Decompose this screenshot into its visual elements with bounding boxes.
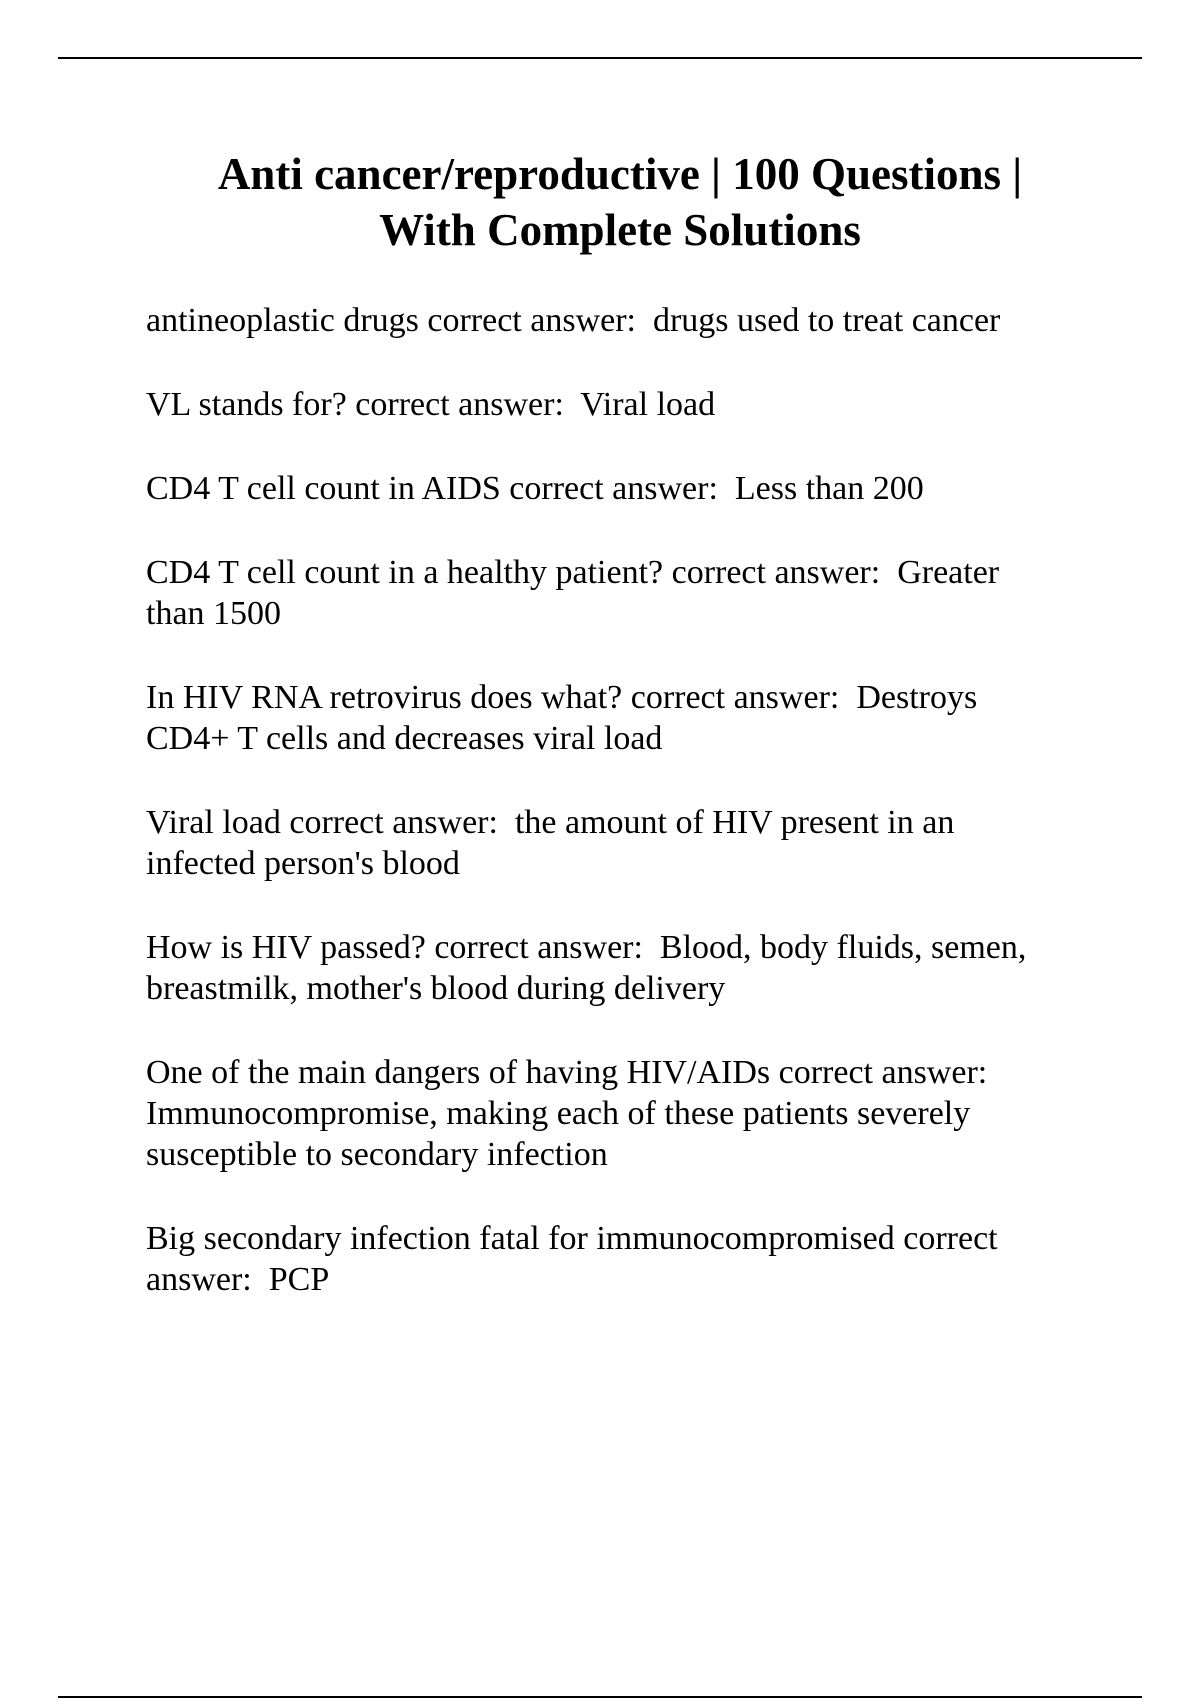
- bottom-rule: [58, 1696, 1142, 1698]
- qa-item: One of the main dangers of having HIV/AIDs correct answer: Immunocompromise, making each of these patients severely susceptible to secondary infection: [146, 1054, 988, 1173]
- document-title-line-1: Anti cancer/reproductive | 100 Questions |: [217, 149, 1023, 199]
- qa-item: CD4 T cell count in a healthy patient? correct answer: Greater than 1500: [146, 554, 1000, 632]
- qa-item: Viral load correct answer: the amount of HIV present in an infected person's blood: [146, 804, 955, 882]
- document-title: [120, 146, 1120, 258]
- qa-list: [146, 300, 1096, 1343]
- document-title-line-2: With Complete Solutions: [379, 205, 861, 255]
- qa-item: VL stands for? correct answer: Viral load: [146, 386, 716, 423]
- qa-item: CD4 T cell count in AIDS correct answer: Less than 200: [146, 470, 924, 507]
- top-rule: [58, 57, 1142, 59]
- qa-item: antineoplastic drugs correct answer: drugs used to treat cancer: [146, 302, 1001, 339]
- qa-item: In HIV RNA retrovirus does what? correct answer: Destroys CD4+ T cells and decreases viral load: [146, 679, 978, 757]
- qa-item: How is HIV passed? correct answer: Blood, body fluids, semen, breastmilk, mother's blood during delivery: [146, 929, 1027, 1007]
- qa-item: Big secondary infection fatal for immunocompromised correct answer: PCP: [146, 1220, 998, 1298]
